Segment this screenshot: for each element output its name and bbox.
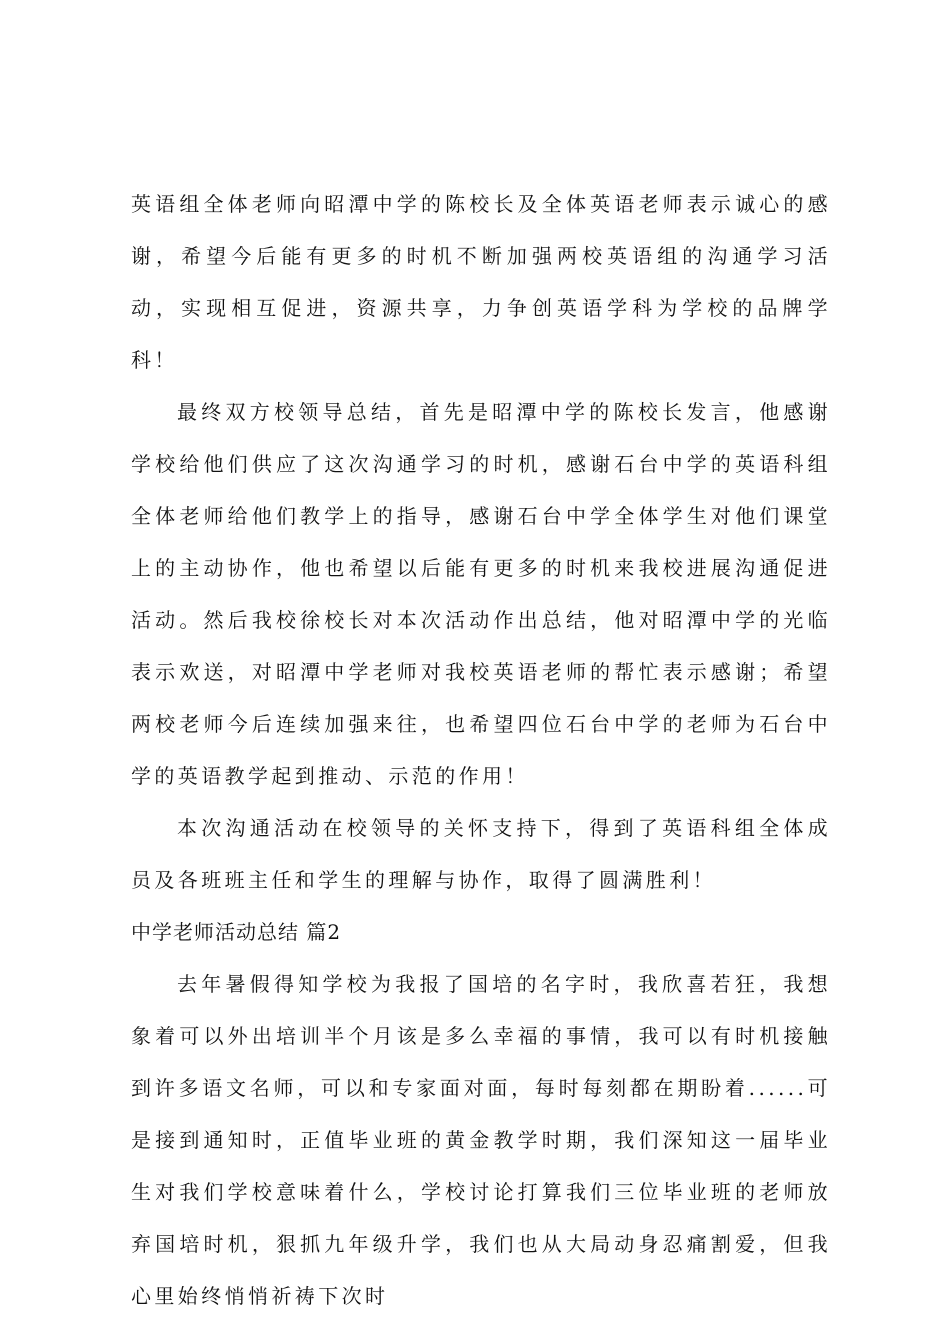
- document-body: [131, 178, 831, 1322]
- paragraph-conclusion: 本次沟通活动在校领导的关怀支持下，得到了英语科组全体成员及各班班主任和学生的理解与协作，取得了圆满胜利！: [131, 816, 831, 892]
- paragraph-section-2: 去年暑假得知学校为我报了国培的名字时，我欣喜若狂，我想象着可以外出培训半个月该是多么幸福的事情，我可以有时机接触到许多语文名师，可以和专家面对面，每时每刻都在期盼着......可是接到通知时，正值毕业班的黄金教学时期，我们深知这一届毕业生对我们学校意味着什么，学校讨论打算我们三位毕业班的老师放弃国培时机，狠抓九年级升学，我们也从大局动身忍痛割爱，但我心里始终悄悄祈祷下次时: [131, 972, 831, 1308]
- paragraph-leaders-summary: 最终双方校领导总结，首先是昭潭中学的陈校长发言，他感谢学校给他们供应了这次沟通学习的时机，感谢石台中学的英语科组全体老师给他们教学上的指导，感谢石台中学全体学生对他们课堂上的主动协作，他也希望以后能有更多的时机来我校进展沟通促进活动。然后我校徐校长对本次活动作出总结，他对昭潭中学的光临表示欢送，对昭潭中学老师对我校英语老师的帮忙表示感谢；希望两校老师今后连续加强来往，也希望四位石台中学的老师为石台中学的英语教学起到推动、示范的作用！: [131, 400, 831, 788]
- section-heading: 中学老师活动总结 篇2: [131, 920, 342, 944]
- paragraph-continued: 英语组全体老师向昭潭中学的陈校长及全体英语老师表示诚心的感谢，希望今后能有更多的时机不断加强两校英语组的沟通学习活动，实现相互促进，资源共享，力争创英语学科为学校的品牌学科！: [131, 192, 831, 372]
